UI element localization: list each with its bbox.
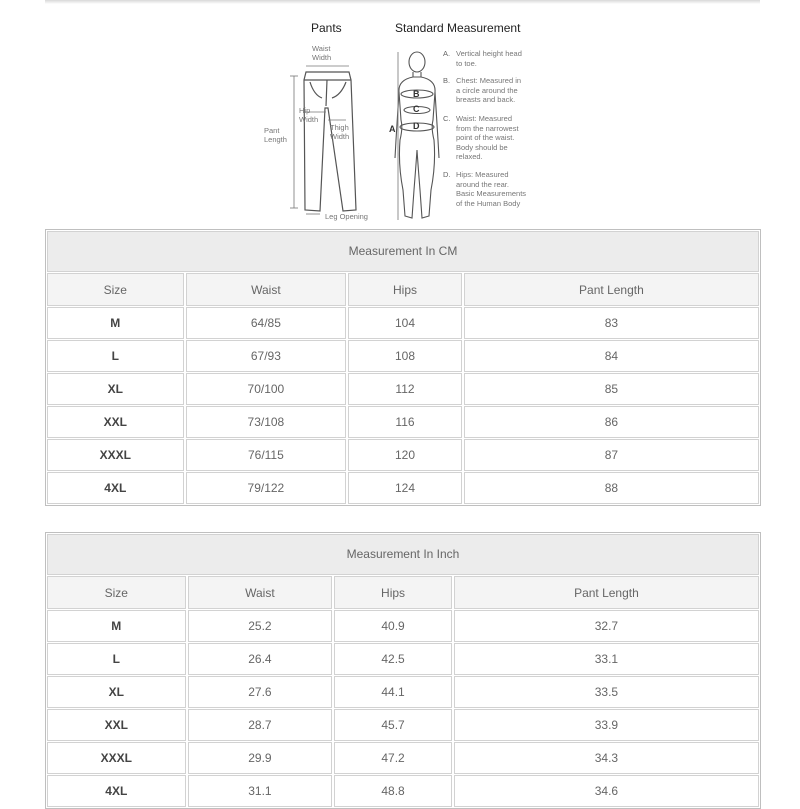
cell-size: 4XL: [47, 775, 186, 807]
cell-pant-length: 33.9: [454, 709, 759, 741]
table-row: [47, 643, 759, 675]
cell-waist: 76/115: [186, 439, 347, 471]
header-size: Size: [47, 576, 186, 609]
cell-size: L: [47, 340, 184, 372]
cell-pant-length: 34.3: [454, 742, 759, 774]
cell-size: L: [47, 643, 186, 675]
cell-waist: 64/85: [186, 307, 347, 339]
cell-pant-length: 87: [464, 439, 759, 471]
header-hips: Hips: [334, 576, 452, 609]
cell-hips: 47.2: [334, 742, 452, 774]
table-row: [47, 742, 759, 774]
header-waist: Waist: [188, 576, 333, 609]
table-row: [47, 406, 759, 438]
leg-opening-label: Leg Opening: [325, 212, 368, 221]
cell-pant-length: 85: [464, 373, 759, 405]
table-row: [47, 373, 759, 405]
table-row: [47, 340, 759, 372]
cell-pant-length: 83: [464, 307, 759, 339]
cell-size: XXL: [47, 406, 184, 438]
body-letter-b: B: [413, 89, 420, 99]
cell-hips: 124: [348, 472, 462, 504]
cell-pant-length: 32.7: [454, 610, 759, 642]
cell-waist: 29.9: [188, 742, 333, 774]
table-row: [47, 472, 759, 504]
cell-hips: 45.7: [334, 709, 452, 741]
table-row: [47, 307, 759, 339]
cm-table-title: Measurement In CM: [47, 231, 759, 272]
body-drawing: [395, 52, 439, 218]
body-letter-a: A: [389, 124, 396, 134]
header-hips: Hips: [348, 273, 462, 306]
cell-pant-length: 84: [464, 340, 759, 372]
table-row: [47, 709, 759, 741]
table-row: [47, 775, 759, 807]
desc-text-b: Chest: Measured in a circle around the breasts and back.: [456, 76, 522, 104]
cell-size: M: [47, 610, 186, 642]
thigh-width-label: Thigh Width: [330, 123, 350, 141]
cell-pant-length: 88: [464, 472, 759, 504]
cell-size: M: [47, 307, 184, 339]
hip-width-label: Hip Width: [299, 106, 319, 124]
cell-hips: 48.8: [334, 775, 452, 807]
waist-width-label: Waist Width: [312, 44, 332, 62]
cell-waist: 26.4: [188, 643, 333, 675]
cell-size: 4XL: [47, 472, 184, 504]
cell-size: XL: [47, 373, 184, 405]
cell-pant-length: 86: [464, 406, 759, 438]
cell-waist: 27.6: [188, 676, 333, 708]
table-row: [47, 676, 759, 708]
cell-waist: 28.7: [188, 709, 333, 741]
inch-size-table: [45, 532, 761, 809]
desc-letter-b: B.: [443, 76, 451, 85]
cell-hips: 108: [348, 340, 462, 372]
cell-waist: 67/93: [186, 340, 347, 372]
cell-hips: 116: [348, 406, 462, 438]
header-size: Size: [47, 273, 184, 306]
cell-hips: 120: [348, 439, 462, 471]
cell-waist: 79/122: [186, 472, 347, 504]
pants-title: Pants: [311, 21, 342, 35]
cm-header-row: [47, 273, 759, 306]
cell-pant-length: 33.5: [454, 676, 759, 708]
cell-size: XXXL: [47, 439, 184, 471]
desc-letter-c: C.: [443, 114, 451, 123]
desc-letter-d: D.: [443, 170, 451, 179]
header-pant-length: Pant Length: [464, 273, 759, 306]
desc-letter-a: A.: [443, 49, 451, 58]
body-letter-c: C: [413, 104, 420, 114]
cell-size: XL: [47, 676, 186, 708]
cell-hips: 44.1: [334, 676, 452, 708]
cell-waist: 31.1: [188, 775, 333, 807]
body-letter-d: D: [413, 121, 420, 131]
header-waist: Waist: [186, 273, 347, 306]
cell-waist: 70/100: [186, 373, 347, 405]
pants-drawing: [304, 72, 356, 211]
table-row: [47, 439, 759, 471]
desc-text-c: Waist: Measured from the narrowest point of the waist. Body should be relaxed.: [456, 114, 519, 161]
table-row: [47, 610, 759, 642]
inch-header-row: [47, 576, 759, 609]
cell-waist: 73/108: [186, 406, 347, 438]
cell-hips: 112: [348, 373, 462, 405]
inch-table-title: Measurement In Inch: [47, 534, 759, 575]
cm-size-table: [45, 229, 761, 506]
cell-size: XXL: [47, 709, 186, 741]
standard-measurement-title: Standard Measurement: [395, 21, 521, 35]
pant-length-label: Pant Length: [264, 126, 287, 144]
cell-hips: 104: [348, 307, 462, 339]
cell-hips: 42.5: [334, 643, 452, 675]
desc-text-a: Vertical height head to toe.: [456, 49, 522, 68]
measurement-diagram: [0, 0, 800, 228]
desc-text-d: Hips: Measured around the rear. Basic Measurements of the Human Body: [456, 170, 527, 208]
cell-size: XXXL: [47, 742, 186, 774]
cell-hips: 40.9: [334, 610, 452, 642]
header-pant-length: Pant Length: [454, 576, 759, 609]
cell-pant-length: 34.6: [454, 775, 759, 807]
cell-waist: 25.2: [188, 610, 333, 642]
cell-pant-length: 33.1: [454, 643, 759, 675]
